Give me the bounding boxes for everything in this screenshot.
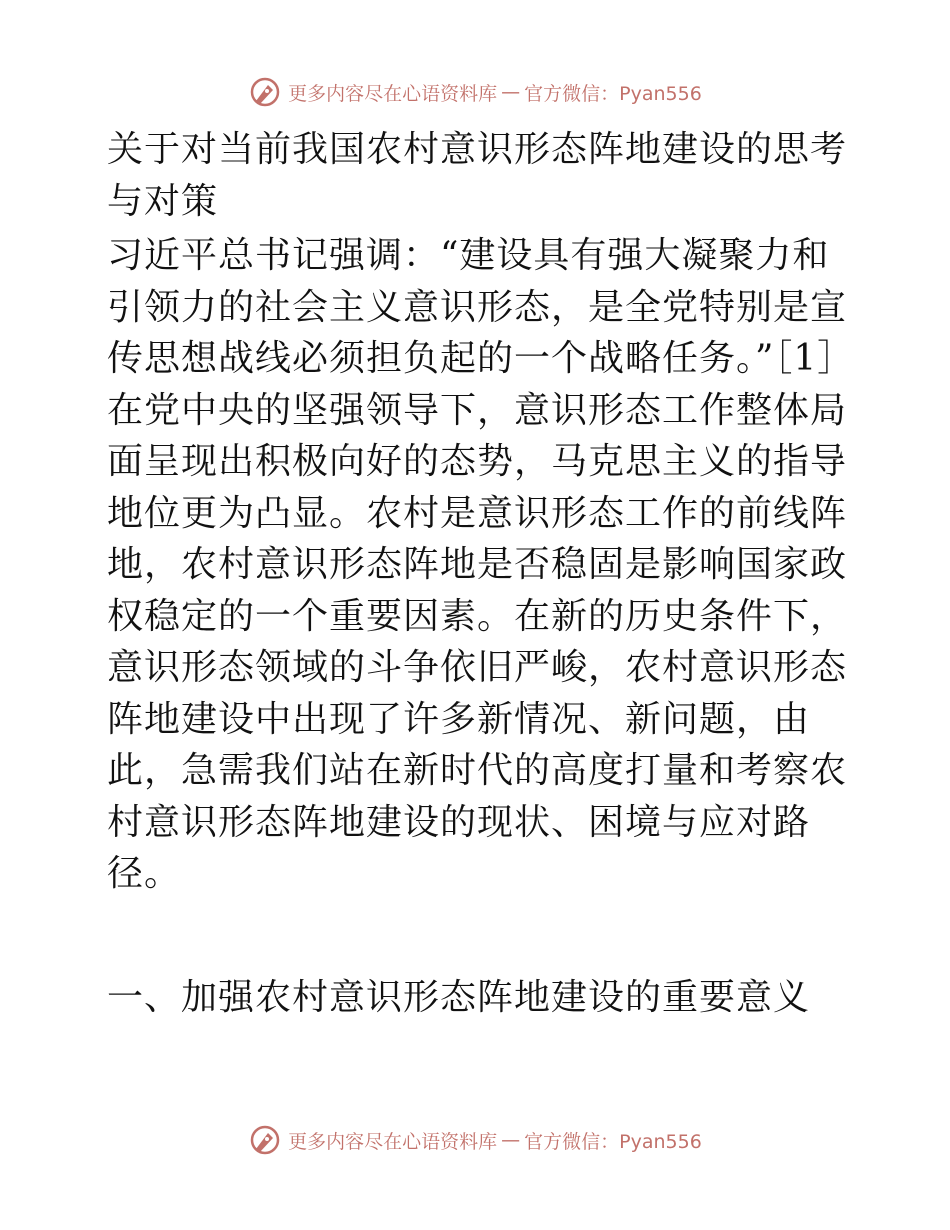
pen-nib-logo-icon [248,75,282,109]
watermark-separator: — [501,81,521,103]
document-title: 关于对当前我国农村意识形态阵地建设的思考与对策 [107,129,848,222]
watermark-header [0,72,950,112]
watermark-wechat-text: 官方微信：Pyan556 [524,1130,702,1153]
body-paragraph: 习近平总书记强调：“建设具有强大凝聚力和引领力的社会主义意识形态，是全党特别是宣传思想战线必须担负起的一个战略任务。”［1］在党中央的坚强领导下，意识形态工作整体局面呈现出积极向好的态势，马克思主义的指导地位更为凸显。农村是意识形态工作的前线阵地，农村意识形态阵地是否稳固是影响国家政权稳定的一个重要因素。在新的历史条件下，意识形态领域的斗争依旧严峻，农村意识形态阵地建设中出现了许多新情况、新问题，由此，急需我们站在新时代的高度打量和考察农村意识形态阵地建设的现状、困境与应对路径。 [107,235,855,894]
watermark-footer [0,1120,950,1160]
section-heading: 一、加强农村意识形态阵地建设的重要意义 [107,977,811,1018]
watermark-separator: — [501,1129,521,1151]
watermark-wechat-text: 官方微信：Pyan556 [524,82,702,105]
watermark-main-text: 更多内容尽在心语资料库 [288,1130,498,1153]
watermark-main-text: 更多内容尽在心语资料库 [288,82,498,105]
pen-nib-logo-icon [248,1123,282,1157]
